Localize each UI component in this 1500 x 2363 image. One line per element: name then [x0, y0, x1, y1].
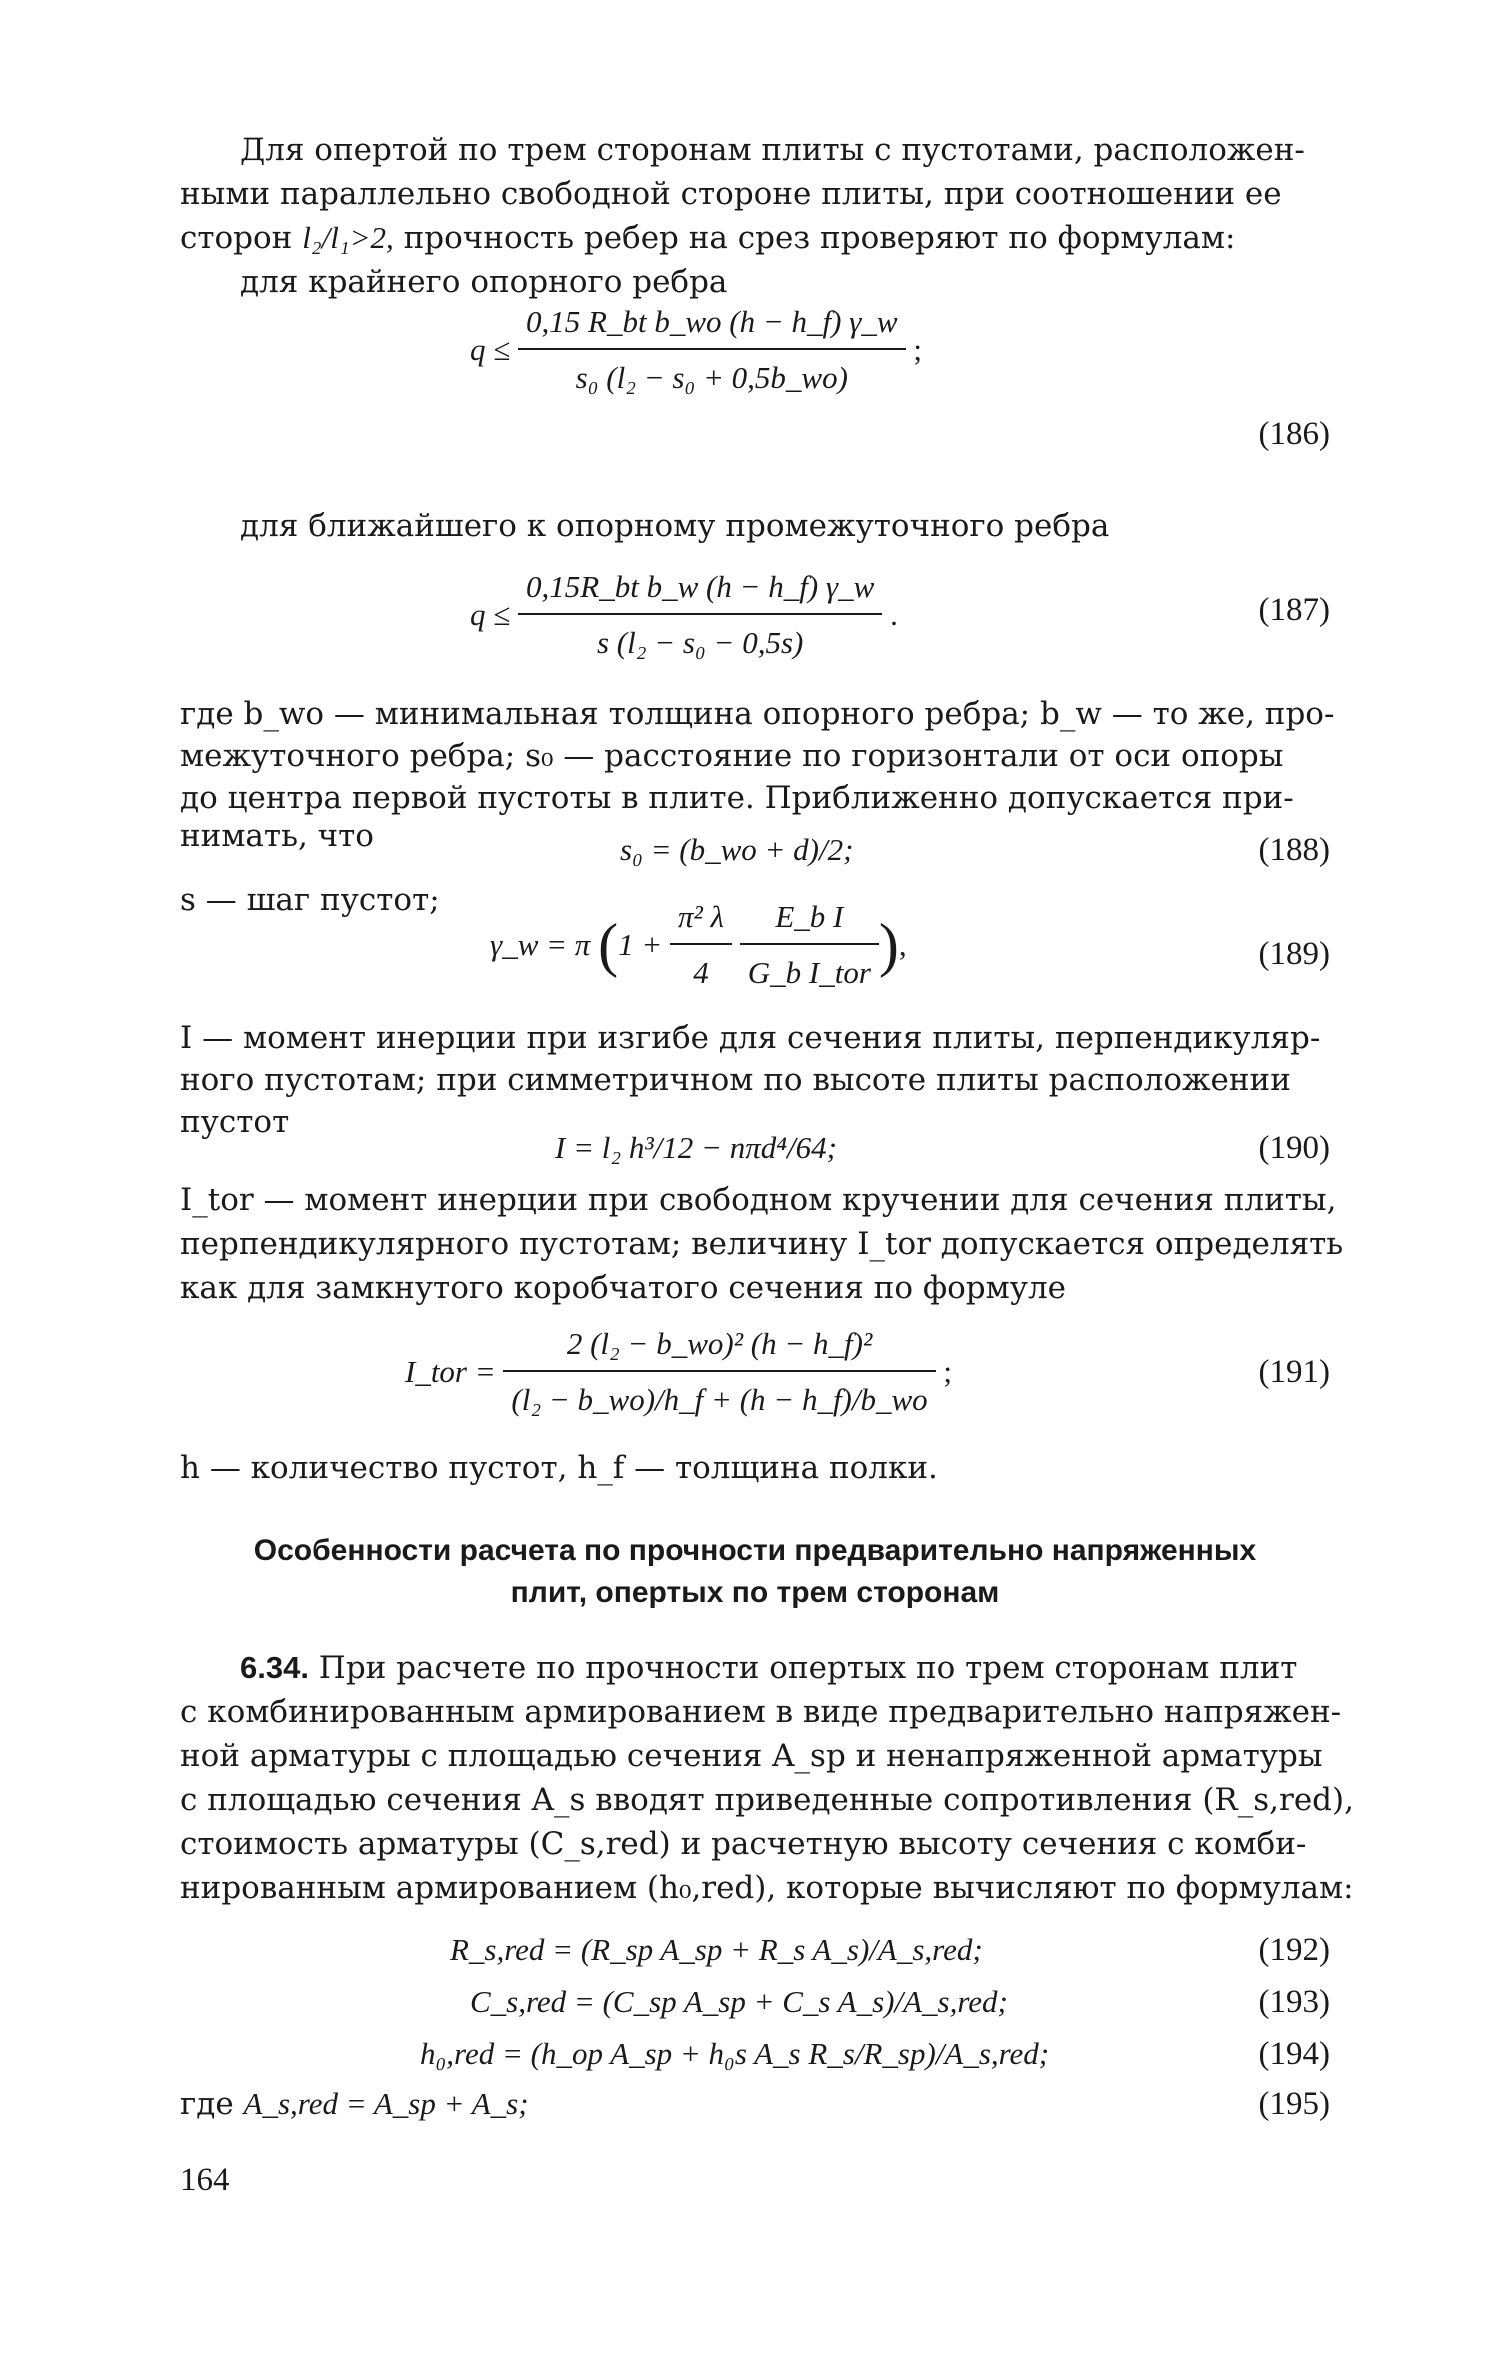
section-number: 6.34. [240, 1650, 309, 1685]
eq186-lhs: q ≤ [470, 332, 511, 367]
eq187-numerator: 0,15R_bt b_w (h − h_f) γ_w [518, 565, 882, 615]
equation-195 [180, 2082, 529, 2126]
eq191-lhs: I_tor = [405, 1354, 496, 1389]
eq189-number: (189) [1258, 936, 1330, 972]
intro-line-2: ными параллельно свободной стороне плиты, при соотношении ее [180, 176, 1282, 212]
intro-line-3 [180, 216, 1330, 260]
eq191-denominator: (l₂ − b_wo)/h_f + (h − h_f)/b_wo [511, 1382, 928, 1417]
section-heading-line-1: Особенности расчета по прочности предварительно напряженных [253, 1534, 1257, 1567]
I-definition-line-2: ного пустотам; при симметричном по высоте плиты расположении [180, 1062, 1291, 1098]
eq189-frac2-numerator: E_b I [740, 895, 879, 945]
eq188-number: (188) [1258, 832, 1330, 868]
eq194-number: (194) [1258, 2036, 1330, 2072]
where-line-4: нимать, что [180, 818, 374, 854]
eq195-number: (195) [1258, 2086, 1330, 2122]
equation-188: s₀ = (b_wo + d)/2; [620, 832, 854, 867]
where-line-1: где b_wo — минимальная толщина опорного ребра; b_w — то же, про- [180, 696, 1335, 732]
Itor-definition-line-2: перпендикулярного пустотам; величину I_tor допускается определять [180, 1226, 1344, 1262]
section-line-6: нированным армированием (h₀,red), которые вычисляют по формулам: [180, 1870, 1354, 1906]
eq190-number: (190) [1258, 1130, 1330, 1166]
Itor-definition-line-3: как для замкнутого коробчатого сечения по формуле [180, 1270, 1067, 1306]
eq191-fraction [503, 1322, 935, 1422]
section-line-4: с площадью сечения A_s вводят приведенные сопротивления (R_s,red), [180, 1782, 1354, 1818]
Itor-definition-line-1: I_tor — момент инерции при свободном кручении для сечения плиты, [180, 1182, 1337, 1218]
eq193-number: (193) [1258, 1984, 1330, 2020]
mid-text-1: для ближайшего к опорному промежуточного ребра [240, 508, 1110, 544]
I-definition-line-3: пустот [180, 1104, 290, 1140]
intro-line-3b: прочность ребер на срез проверяют по формулам: [393, 220, 1236, 256]
section-line-3: ной арматуры с площадью сечения A_sp и ненапряженной арматуры [180, 1738, 1323, 1774]
eq191-tail: ; [943, 1354, 953, 1389]
eq191-numerator: 2 (l₂ − b_wo)² (h − h_f)² [503, 1322, 935, 1372]
eq189-paren-open: ( [598, 912, 619, 978]
eq187-lhs: q ≤ [470, 597, 511, 632]
eq195-expression: A_s,red = A_sp + A_s; [243, 2086, 529, 2121]
equation-187 [470, 565, 898, 665]
eq186-number: (186) [1258, 416, 1330, 452]
section-line-1 [180, 1646, 1390, 1690]
section-line-2: с комбинированным армированием в виде предварительно напряжен- [180, 1694, 1342, 1730]
eq189-part1: 1 + [618, 927, 663, 962]
eq186-denominator: s₀ (l₂ − s₀ + 0,5b_wo) [575, 360, 848, 395]
eq189-frac1-denominator: 4 [693, 955, 709, 990]
eq189-lhs: γ_w = π [490, 927, 591, 962]
equation-186 [470, 300, 922, 400]
eq189-fraction-2 [740, 895, 879, 995]
eq187-fraction [518, 565, 882, 665]
eq189-fraction-1 [670, 895, 732, 995]
eq189-tail: , [898, 927, 907, 962]
eq195-prefix: где [180, 2086, 234, 2122]
eq186-numerator: 0,15 R_bt b_wo (h − h_f) γ_w [518, 300, 906, 350]
page-number: 164 [180, 2162, 230, 2198]
eq187-denominator: s (l₂ − s₀ − 0,5s) [596, 625, 804, 660]
eq186-tail: ; [913, 332, 922, 367]
s-definition: s — шаг пустот; [180, 882, 440, 918]
intro-line-3a: сторон [180, 220, 303, 256]
section-line-5: стоимость арматуры (C_s,red) и расчетную высоту сечения с комби- [180, 1826, 1307, 1862]
I-definition-line-1: I — момент инерции при изгибе для сечения плиты, перпендикуляр- [180, 1020, 1321, 1056]
eq187-tail: . [890, 597, 898, 632]
eq192-number: (192) [1258, 1932, 1330, 1968]
where-line-3: до центра первой пустоты в плите. Приближенно допускается при- [180, 780, 1294, 816]
section-line-1-text: При расчете по прочности опертых по трем сторонам плит [308, 1650, 1298, 1686]
equation-193: C_s,red = (C_sp A_sp + C_s A_s)/A_s,red; [470, 1984, 1008, 2019]
intro-line-1: Для опертой по трем сторонам плиты с пустотами, расположен- [240, 132, 1305, 168]
where-line-2: межуточного ребра; s₀ — расстояние по горизонтали от оси опоры [180, 738, 1284, 774]
eq189-frac2-denominator: G_b I_tor [747, 955, 871, 990]
equation-194: h₀,red = (h_op A_sp + h₀s A_s R_s/R_sp)/A_s,red; [420, 2036, 1050, 2071]
eq189-frac1-numerator: π² λ [670, 895, 732, 945]
eq189-paren-close: ) [878, 912, 899, 978]
section-heading-line-2: плит, опертых по трем сторонам [510, 1576, 1000, 1609]
equation-191 [405, 1322, 952, 1422]
equation-190: I = l₂ h³/12 − nπd⁴/64; [555, 1130, 837, 1165]
eq191-number: (191) [1258, 1354, 1330, 1390]
h-definition: h — количество пустот, h_f — толщина полки. [180, 1450, 938, 1486]
eq187-number: (187) [1258, 592, 1330, 628]
equation-189 [490, 895, 907, 995]
ratio-expression: l₂/l₁>2, [302, 220, 394, 255]
intro-line-4: для крайнего опорного ребра [240, 264, 728, 300]
eq186-fraction [518, 300, 906, 400]
equation-192: R_s,red = (R_sp A_sp + R_s A_s)/A_s,red; [450, 1932, 983, 1967]
